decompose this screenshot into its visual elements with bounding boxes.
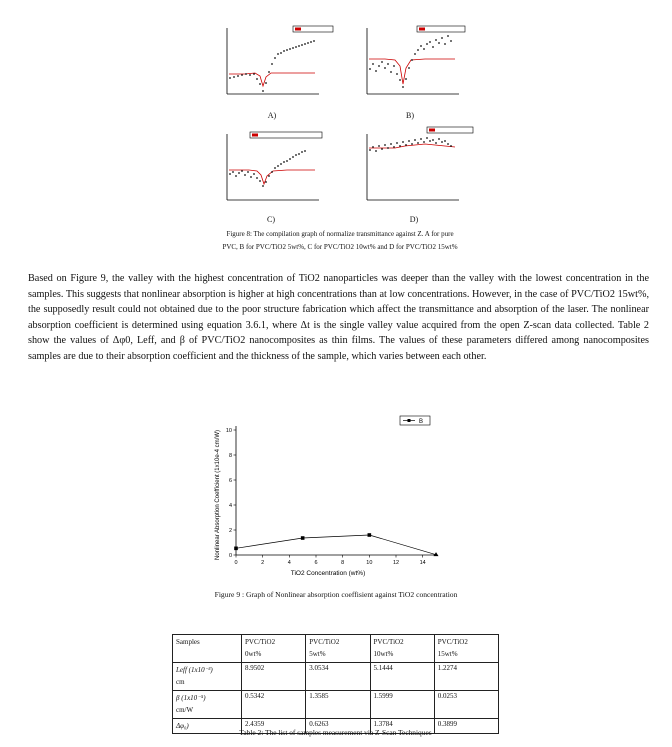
panel-c-legend-box (250, 132, 322, 138)
row-label-unit: cm/W (176, 706, 194, 714)
table-cell: 0.3899 (434, 719, 498, 734)
figure8-panel-b (355, 24, 475, 104)
panel-d-label: D) (409, 215, 419, 224)
data-point (368, 533, 372, 537)
figure8-caption-line2: PVC, B for PVC/TiO2 5wt%, C for PVC/TiO2 10wt% and D for PVC/TiO2 15wt% (222, 243, 458, 251)
table-cell: 1.2274 (434, 663, 498, 691)
legend-label: B (419, 419, 424, 425)
figure8-panel-d (355, 126, 475, 210)
panel-c-plot (215, 130, 335, 210)
y-tick-label: 2 (228, 528, 232, 534)
table-header-cell (173, 635, 242, 663)
table-cell: 3.0534 (306, 663, 370, 691)
panel-a-plot (215, 24, 335, 104)
figure9-svg (208, 408, 448, 580)
table-header-line: Samples (176, 638, 200, 646)
figure8-panel-c (215, 130, 335, 210)
figure9-xlabel: TiO2 Concentration (wt%) (290, 570, 366, 577)
x-tick-label: 0 (234, 560, 238, 566)
figure8-panel-a (215, 24, 335, 104)
table2 (172, 634, 499, 734)
y-tick-label: 4 (228, 503, 232, 509)
y-tick-label: 8 (228, 453, 232, 459)
row-label-line: Leff (1x10⁻³) (176, 666, 213, 674)
row-label-unit: cm (176, 678, 185, 686)
figure9-chart (208, 408, 448, 585)
table-header-line: 15wt% (437, 650, 458, 658)
table-header-cell (370, 635, 434, 663)
table-cell: 0.5342 (242, 691, 306, 719)
table-cell: 0.6263 (306, 719, 370, 734)
table-header-cell (306, 635, 370, 663)
table-cell: 0.0253 (434, 691, 498, 719)
table-header-line: 10wt% (373, 650, 394, 658)
x-tick-label: 8 (341, 560, 345, 566)
x-tick-label: 2 (261, 560, 265, 566)
x-tick-label: 4 (287, 560, 291, 566)
body-paragraph-text: Based on Figure 9, the valley with the highest concentration of TiO2 nanoparticles was deeper than the valley with the lowest concentration in the samples. This suggests that nonlinear absorption is higher at high concentrations than at low concentrations. However, in the case of PVC/TiO2 15wt%, the supposedly result could not obtained due to the poor structure fabrication which affect the transmittance and absorption of the laser. The nonlinear absorption coefficient is determined using equation 3.6.1, where Δt is the single valley value acquired from the open Z-scan data collected. Table 2 show the values of Δφ0, Leff, and β of PVC/TiO2 nanocomposites as thin films. The values of these parameters differed among nanocomposites samples are due to their absorption coefficient and the thickness of the sample, which varies between each other. (28, 273, 649, 362)
table-cell: 1.3784 (370, 719, 434, 734)
table-row (173, 691, 499, 719)
table-header-line: PVC/TiO2 (373, 638, 404, 646)
table-row-label (173, 691, 242, 719)
data-point (234, 547, 238, 551)
table-row (173, 635, 499, 663)
figure9-caption: Figure 9 : Graph of Nonlinear absorption coeffisient against TiO2 concentration (214, 590, 458, 599)
table-header-line: 0wt% (245, 650, 262, 658)
panel-c-label: C) (267, 215, 275, 224)
x-tick-label: 14 (419, 560, 426, 566)
table-header-line: PVC/TiO2 (437, 638, 468, 646)
panel-b-label: B) (406, 111, 414, 120)
y-tick-label: 10 (225, 428, 232, 434)
panel-b-plot (355, 24, 475, 104)
y-tick-label: 0 (228, 553, 232, 559)
table-cell: 1.5999 (370, 691, 434, 719)
panel-a-label: A) (267, 111, 277, 120)
legend-marker (408, 419, 411, 422)
x-tick-label: 6 (314, 560, 318, 566)
table-header-line: 5wt% (309, 650, 326, 658)
table-cell: 2.4359 (242, 719, 306, 734)
table-header-line: PVC/TiO2 (309, 638, 340, 646)
row-label-line: β (1x10⁻⁵) (176, 694, 206, 702)
table-row (173, 663, 499, 691)
table-header-line: PVC/TiO2 (245, 638, 276, 646)
data-point (301, 536, 305, 540)
table2-caption: Table 2: The list of samples measurement via Z-Scan Techniques (239, 728, 432, 737)
table-cell: 5.1444 (370, 663, 434, 691)
table-header-cell (434, 635, 498, 663)
table-row-label (173, 663, 242, 691)
x-tick-label: 10 (366, 560, 373, 566)
table-header-cell (242, 635, 306, 663)
x-tick-label: 12 (392, 560, 400, 566)
figure9-ylabel: Nonlinear Absorption Coefficient (1x10e-4 cm/W) (215, 430, 221, 560)
figure8-caption (180, 228, 500, 254)
row-label-line: Δφ₀) (176, 722, 189, 730)
table-cell: 1.3585 (306, 691, 370, 719)
y-tick-label: 6 (228, 478, 232, 484)
body-paragraph (28, 271, 649, 365)
series-line (236, 535, 436, 555)
panel-d-plot (355, 126, 475, 210)
table-cell: 8.9502 (242, 663, 306, 691)
figure8-caption-line1: Figure 8: The compilation graph of normalize transmittance against Z. A for pure (226, 230, 454, 238)
